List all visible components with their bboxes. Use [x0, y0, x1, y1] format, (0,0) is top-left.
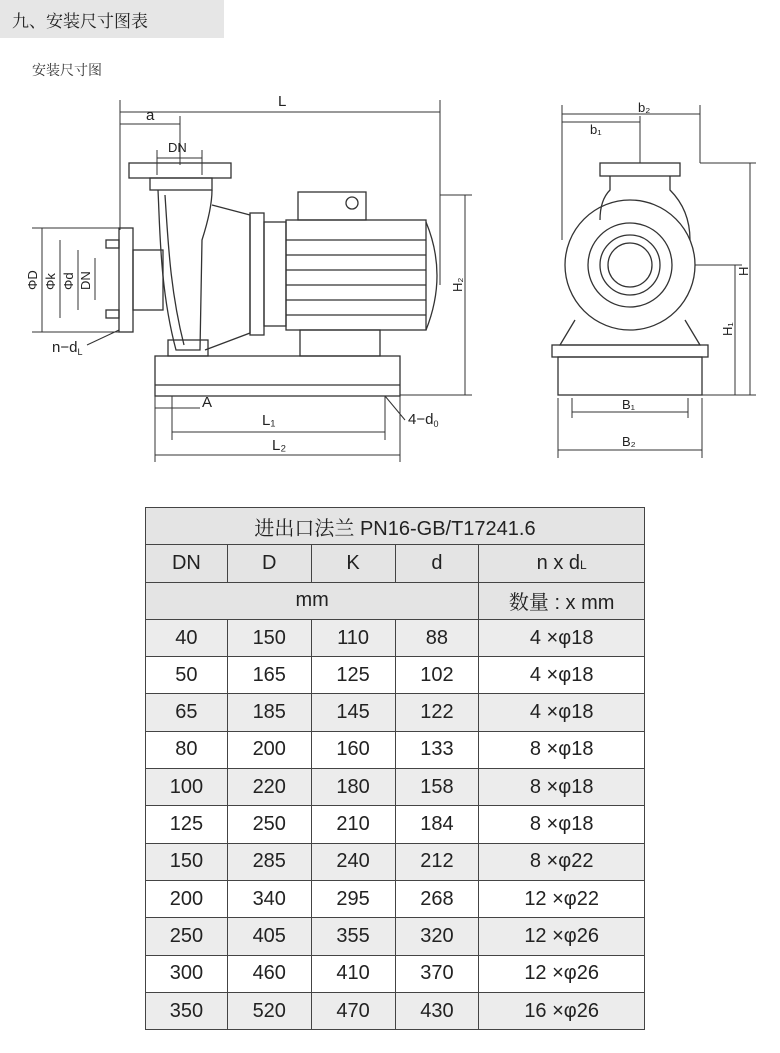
label-b2: b₂: [638, 100, 651, 115]
label-phiD: ΦD: [25, 270, 40, 290]
label-A: A: [202, 394, 213, 411]
cell-K: 355: [311, 918, 395, 955]
cell-DN: 300: [146, 955, 228, 992]
cell-K: 410: [311, 955, 395, 992]
table-title: 进出口法兰 PN16-GB/T17241.6: [146, 508, 645, 545]
label-H: H: [736, 266, 751, 276]
label-4do-main: 4−d: [408, 411, 434, 428]
label-L: L: [278, 93, 287, 110]
pump-front-view: [552, 163, 708, 395]
cell-D: 340: [227, 880, 311, 917]
cell-K: 125: [311, 657, 395, 694]
table-row: [146, 619, 645, 656]
cell-ndL: 8 ×φ22: [479, 843, 645, 880]
section-header: [0, 0, 224, 38]
cell-DN: 40: [146, 619, 228, 656]
cell-ndL: 12 ×φ26: [479, 955, 645, 992]
label-ndL-sub: L: [77, 347, 83, 357]
table-row: [146, 769, 645, 806]
cell-K: 295: [311, 880, 395, 917]
cell-D: 200: [227, 731, 311, 768]
header-DN: DN: [146, 545, 228, 582]
cell-DN: 125: [146, 806, 228, 843]
cell-D: 285: [227, 843, 311, 880]
cell-K: 180: [311, 769, 395, 806]
table-body: [146, 619, 645, 1029]
label-ndL: [52, 339, 82, 357]
table-row: [146, 955, 645, 992]
label-DN: DN: [168, 140, 187, 155]
cell-d: 122: [395, 694, 479, 731]
cell-DN: 250: [146, 918, 228, 955]
table-row: [146, 694, 645, 731]
side-dimension-lines: [32, 100, 472, 462]
header-ndL-main: n x d: [536, 551, 580, 574]
installation-drawing: [0, 85, 780, 465]
cell-ndL: 4 ×φ18: [479, 619, 645, 656]
header-d: d: [395, 545, 479, 582]
cell-DN: 80: [146, 731, 228, 768]
table-row: [146, 843, 645, 880]
cell-D: 150: [227, 619, 311, 656]
header-D: D: [227, 545, 311, 582]
cell-d: 184: [395, 806, 479, 843]
cell-d: 133: [395, 731, 479, 768]
label-4do-sub: 0: [433, 419, 439, 429]
label-ndL-main: n−d: [52, 339, 78, 356]
cell-DN: 200: [146, 880, 228, 917]
cell-DN: 65: [146, 694, 228, 731]
cell-d: 320: [395, 918, 479, 955]
table-row: [146, 806, 645, 843]
cell-DN: 50: [146, 657, 228, 694]
table-header-row: [146, 545, 645, 582]
cell-ndL: 16 ×φ26: [479, 992, 645, 1029]
label-4do: [408, 411, 438, 429]
table-row: [146, 880, 645, 917]
cell-D: 460: [227, 955, 311, 992]
label-L1: L₁: [262, 412, 276, 429]
label-phid: Φd: [61, 272, 76, 290]
cell-D: 250: [227, 806, 311, 843]
cell-d: 212: [395, 843, 479, 880]
label-DN-vertical: DN: [78, 271, 93, 290]
cell-d: 102: [395, 657, 479, 694]
header-ndL-sub: L: [580, 557, 587, 572]
label-phik: Φk: [43, 273, 58, 290]
cell-D: 165: [227, 657, 311, 694]
table-row: [146, 657, 645, 694]
cell-K: 145: [311, 694, 395, 731]
cell-d: 158: [395, 769, 479, 806]
cell-K: 470: [311, 992, 395, 1029]
cell-D: 405: [227, 918, 311, 955]
header-K: K: [311, 545, 395, 582]
drawing-subtitle: 安装尺寸图: [32, 63, 102, 79]
cell-DN: 350: [146, 992, 228, 1029]
cell-ndL: 8 ×φ18: [479, 731, 645, 768]
cell-K: 110: [311, 619, 395, 656]
cell-d: 268: [395, 880, 479, 917]
label-B2: B₂: [622, 434, 636, 449]
label-a: a: [146, 107, 155, 124]
cell-D: 185: [227, 694, 311, 731]
cell-ndL: 8 ×φ18: [479, 769, 645, 806]
front-dimension-lines: [558, 105, 756, 458]
cell-d: 88: [395, 619, 479, 656]
table-title-row: [146, 508, 645, 545]
label-B1: B₁: [622, 397, 636, 412]
cell-d: 370: [395, 955, 479, 992]
table-unit-row: [146, 582, 645, 619]
cell-ndL: 4 ×φ18: [479, 657, 645, 694]
header-ndL: [479, 545, 645, 582]
pump-side-view: [106, 163, 437, 396]
cell-DN: 100: [146, 769, 228, 806]
cell-ndL: 8 ×φ18: [479, 806, 645, 843]
cell-D: 520: [227, 992, 311, 1029]
table-row: [146, 992, 645, 1029]
label-b1: b₁: [590, 122, 602, 137]
cell-DN: 150: [146, 843, 228, 880]
cell-ndL: 4 ×φ18: [479, 694, 645, 731]
cell-ndL: 12 ×φ22: [479, 880, 645, 917]
label-H2: H₂: [450, 277, 465, 292]
cell-d: 430: [395, 992, 479, 1029]
unit-right: 数量 : x mm: [479, 582, 645, 619]
unit-left: mm: [146, 582, 479, 619]
label-L2: L₂: [272, 437, 287, 454]
label-H1: H₁: [720, 322, 735, 336]
table-row: [146, 731, 645, 768]
section-title: 九、安装尺寸图表: [12, 11, 148, 32]
cell-K: 240: [311, 843, 395, 880]
table-row: [146, 918, 645, 955]
cell-K: 210: [311, 806, 395, 843]
flange-table: [145, 507, 645, 1030]
cell-K: 160: [311, 731, 395, 768]
cell-ndL: 12 ×φ26: [479, 918, 645, 955]
cell-D: 220: [227, 769, 311, 806]
